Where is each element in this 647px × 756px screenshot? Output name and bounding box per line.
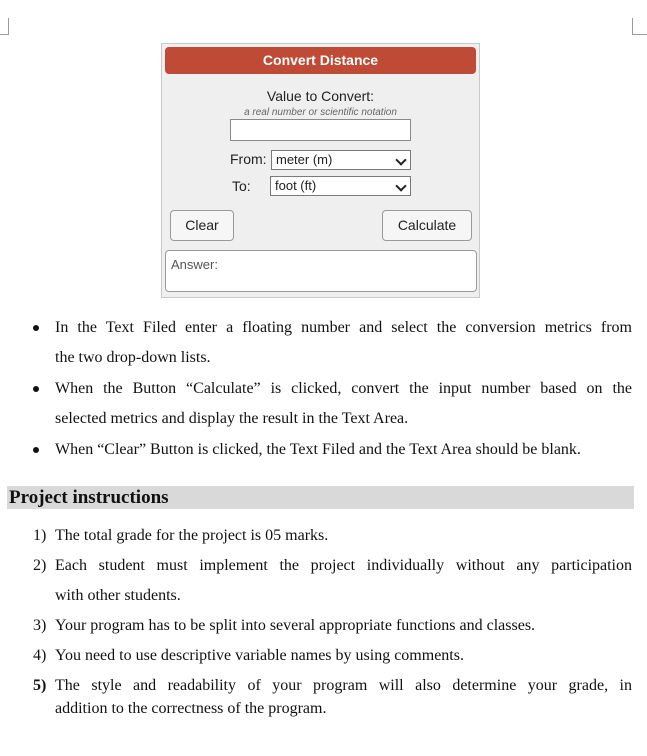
calculate-button[interactable]: Calculate: [382, 210, 472, 241]
bullet-2-line-1: When the Button “Calculate” is clicked, convert the input number based on the: [55, 380, 632, 397]
chevron-down-icon: [395, 180, 406, 191]
to-selected-value: foot (ft): [275, 178, 317, 193]
to-select[interactable]: [270, 176, 411, 196]
list-number: 1): [33, 527, 47, 544]
instruction-1-line-1: The total grade for the project is 05 marks.: [55, 527, 329, 544]
chevron-down-icon: [395, 154, 406, 165]
value-hint-text: a real number or scientific notation: [244, 107, 397, 118]
bullet-2-line-2: selected metrics and display the result in the Text Area.: [55, 410, 409, 427]
from-selected-value: meter (m): [276, 152, 333, 167]
page-corner-mark-left: [0, 18, 9, 35]
to-label: To:: [232, 178, 251, 194]
instruction-5-line-2: addition to the correctness of the program.: [55, 700, 327, 717]
instruction-3-line-1: Your program has to be split into several appropriate functions and classes.: [55, 617, 536, 634]
list-number: 3): [33, 617, 47, 634]
instruction-2-line-2: with other students.: [55, 587, 181, 604]
widget-title: Convert Distance: [165, 47, 476, 74]
from-label: From:: [230, 151, 267, 167]
instruction-5-line-1: The style and readability of your program will also determine your grade, in: [55, 677, 632, 694]
page-corner-mark-right: [632, 18, 647, 35]
list-number: 5): [33, 677, 47, 694]
bullet-1-line-1: In the Text Filed enter a floating number and select the conversion metrics from: [55, 319, 632, 336]
list-number: 4): [33, 647, 47, 664]
instruction-4-line-1: You need to use descriptive variable names by using comments.: [55, 647, 464, 664]
bullet-dot: [33, 447, 39, 453]
clear-button[interactable]: Clear: [170, 210, 234, 241]
list-number: 2): [33, 557, 47, 574]
from-select[interactable]: [271, 150, 411, 170]
bullet-dot: [33, 386, 39, 392]
bullet-1-line-2: the two drop-down lists.: [55, 349, 211, 366]
instruction-2-line-1: Each student must implement the project individually without any participation: [55, 557, 632, 574]
answer-text-area[interactable]: Answer:: [165, 250, 477, 292]
section-heading: Project instructions: [7, 486, 634, 509]
value-to-convert-label: Value to Convert:: [266, 88, 375, 104]
bullet-dot: [33, 325, 39, 331]
value-input[interactable]: [230, 119, 411, 141]
bullet-3-line-1: When “Clear” Button is clicked, the Text Filed and the Text Area should be blank.: [55, 441, 581, 458]
convert-distance-widget: [161, 43, 480, 298]
